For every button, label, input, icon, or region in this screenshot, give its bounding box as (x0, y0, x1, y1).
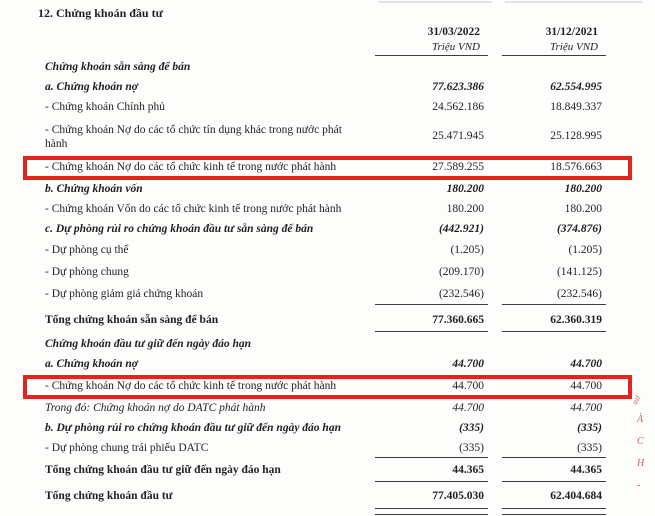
margin-mark: H (637, 458, 645, 469)
row-value-col2: (335) (577, 422, 602, 435)
table-row (45, 180, 606, 200)
table-row (45, 375, 606, 399)
margin-mark: ail (630, 393, 643, 407)
margin-mark: - (637, 480, 641, 491)
table-row (45, 355, 606, 375)
row-value-col2: (232.546) (502, 284, 606, 306)
table-row (45, 335, 606, 355)
row-label: Tổng chứng khoán đầu tư (45, 490, 173, 503)
row-value-col2: (141.125) (556, 266, 602, 279)
table-row (45, 200, 606, 220)
table-row (45, 485, 606, 509)
column-header-period-2 (502, 26, 606, 56)
row-value-col1: (335) (459, 422, 484, 435)
table-header-row (45, 26, 606, 56)
table-row (45, 156, 606, 180)
row-value-col1: (442.921) (438, 223, 484, 236)
column-date-2: 31/12/2021 (545, 26, 598, 38)
row-value-col1: 180.200 (446, 203, 484, 216)
row-value-col2: 44.700 (570, 358, 602, 371)
row-label: - Chứng khoán Chính phủ (45, 101, 165, 114)
row-value-col2: 18.849.337 (550, 101, 602, 114)
row-value-col1: (232.546) (375, 284, 488, 306)
row-label: - Dự phòng giảm giá chứng khoán (45, 288, 204, 301)
row-value-col2: 44.700 (570, 402, 602, 415)
table-row (45, 98, 606, 118)
table-row (45, 118, 606, 156)
row-value-col1: 44.700 (452, 402, 484, 415)
row-value-col2: 62.554.995 (550, 81, 602, 94)
section-title: 12. Chứng khoán đầu tư (38, 6, 163, 20)
margin-mark: C (637, 436, 644, 447)
row-label: c. Dự phòng rủi ro chứng khoán đầu tư sẵn sàng để bán (45, 223, 314, 236)
table-row (45, 459, 606, 483)
row-value-col1: 25.471.945 (432, 130, 484, 143)
table-row (45, 78, 606, 98)
table-row (45, 240, 606, 262)
row-label: b. Dự phòng rủi ro chứng khoán đầu tư giữ đến ngày đáo hạn (45, 422, 341, 435)
table-body (45, 58, 606, 509)
row-label: - Chứng khoán Nợ do các tổ chức tín dụng khác trong nước phát hành (45, 123, 342, 150)
table-row (45, 284, 606, 306)
row-value-col1: 24.562.186 (432, 101, 484, 114)
row-value-col2: (335) (502, 439, 606, 459)
page-edge-rule-left (378, 1, 492, 3)
row-value-col2: 44.700 (570, 380, 602, 393)
row-value-col1: (209.170) (438, 266, 484, 279)
row-value-col1 (375, 335, 488, 355)
row-value-col2: (1.205) (568, 244, 602, 257)
table-row (45, 439, 606, 459)
row-label: Chứng khoán đầu tư giữ đến ngày đáo hạn (45, 338, 252, 351)
column-date-1: 31/03/2022 (427, 26, 480, 38)
page-edge-rule-right (505, 1, 643, 3)
row-value-col1: 44.700 (452, 380, 484, 393)
row-value-col1: (335) (375, 439, 488, 459)
row-label: a. Chứng khoán nợ (45, 358, 138, 371)
row-value-col1: 180.200 (446, 183, 484, 196)
column-unit-1: Triệu VND (432, 40, 480, 53)
row-value-col1: 77.623.386 (432, 81, 484, 94)
table-row (45, 399, 606, 419)
row-label: Chứng khoán sẵn sàng để bán (45, 61, 191, 74)
row-value-col1: (1.205) (450, 244, 484, 257)
table-row (45, 262, 606, 284)
row-value-col1: 44.365 (375, 459, 488, 483)
row-value-col2 (502, 58, 606, 78)
row-value-col2: 180.200 (564, 203, 602, 216)
row-value-col2: 180.200 (564, 183, 602, 196)
row-label: - Chứng khoán Vốn do các tổ chức kinh tế trong nước phát hành (45, 203, 342, 216)
table-row (45, 58, 606, 78)
row-value-col2: 25.128.995 (550, 130, 602, 143)
row-label: - Dự phòng chung (45, 266, 129, 279)
row-label: Tổng chứng khoán sẵn sàng để bán (45, 314, 219, 327)
column-unit-2: Triệu VND (550, 40, 598, 53)
row-value-col2: 62.360.319 (502, 309, 606, 333)
row-label: b. Chứng khoán vốn (45, 183, 143, 196)
row-value-col2: 62.404.684 (502, 485, 606, 509)
row-label: Trong đó: Chứng khoán nợ do DATC phát hành (45, 402, 266, 415)
row-value-col2: 44.365 (502, 459, 606, 483)
row-value-col1 (375, 58, 488, 78)
table-row (45, 419, 606, 439)
row-label: - Dự phòng chung trái phiếu DATC (45, 442, 209, 455)
row-value-col1: 77.360.665 (375, 309, 488, 333)
row-value-col1: 77.405.030 (375, 485, 488, 509)
handwritten-margin-marks (630, 388, 655, 502)
investment-securities-table (45, 24, 606, 509)
table-row (45, 309, 606, 333)
row-label: - Dự phòng cụ thể (45, 244, 129, 257)
table-row (45, 220, 606, 240)
row-value-col2 (502, 335, 606, 355)
row-value-col1: 27.589.255 (432, 161, 484, 174)
row-label: - Chứng khoán Nợ do các tổ chức kinh tế trong nước phát hành (45, 161, 337, 174)
row-value-col2: 18.576.663 (550, 161, 602, 174)
row-value-col2: (374.876) (556, 223, 602, 236)
margin-mark: À (637, 414, 644, 425)
row-label: a. Chứng khoán nợ (45, 81, 138, 94)
row-label: - Chứng khoán Nợ do các tổ chức kinh tế trong nước phát hành (45, 380, 337, 393)
column-header-period-1 (375, 26, 488, 56)
row-label: Tổng chứng khoán đầu tư giữ đến ngày đáo hạn (45, 464, 281, 477)
row-value-col1: 44.700 (452, 358, 484, 371)
